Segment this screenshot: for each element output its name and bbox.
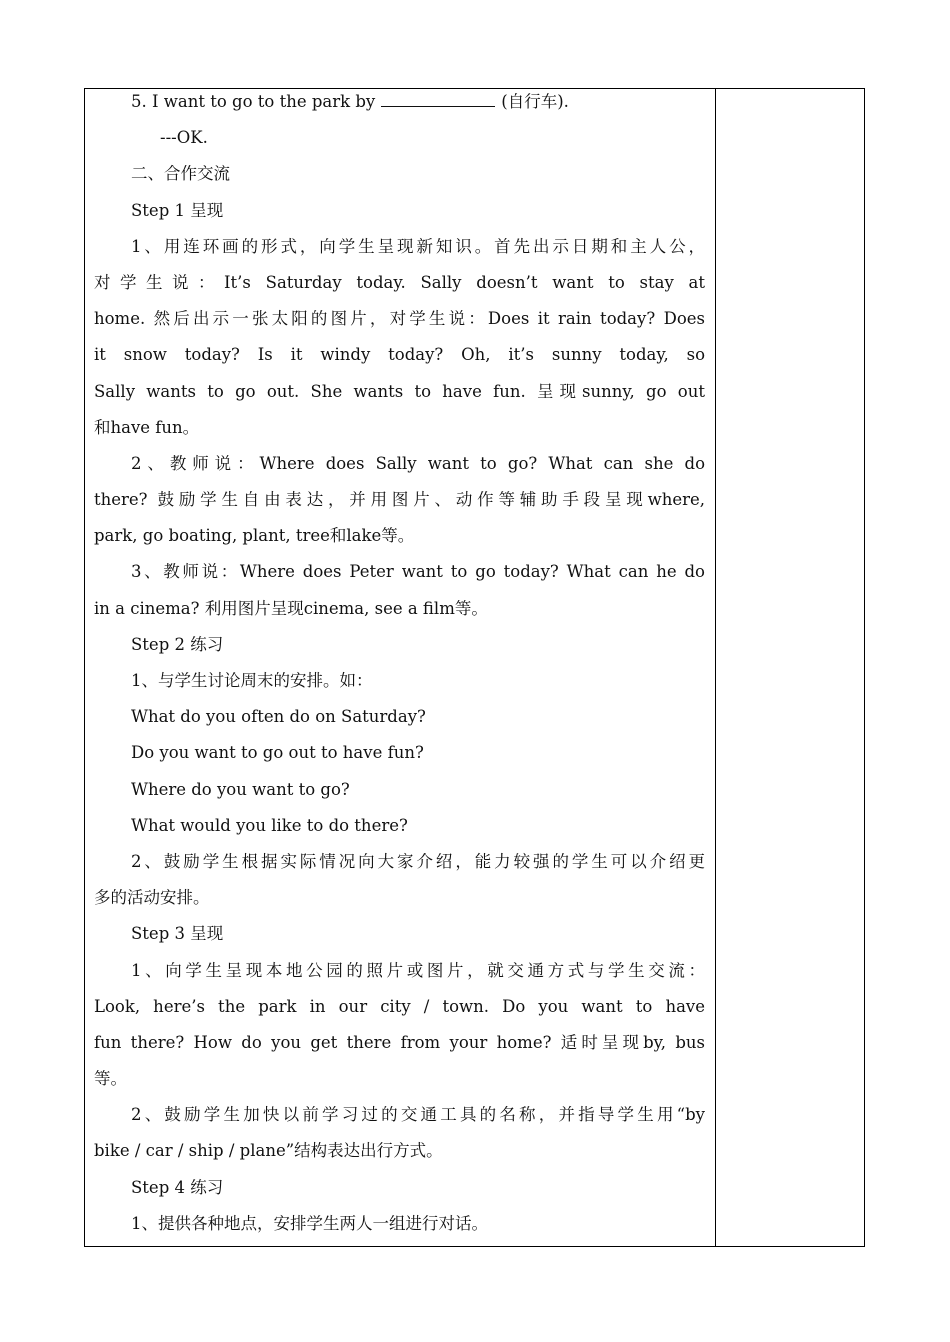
paragraph-line: 2、鼓励学生加快以前学习过的交通工具的名称，并指导学生用“by: [131, 1105, 705, 1125]
paragraph-line: park, go boating, plant, tree和lake等。: [94, 526, 415, 546]
question-line: Where do you want to go?: [131, 779, 350, 799]
step-4-heading: Step 4 练习: [131, 1177, 224, 1197]
question-line: Do you want to go out to have fun?: [131, 743, 424, 763]
question-line: What do you often do on Saturday?: [131, 707, 426, 727]
lesson-content-cell: [94, 84, 705, 1242]
paragraph-line: 等。: [94, 1069, 127, 1089]
paragraph-line: 对学生说：It’s Saturday today. Sally doesn’t want to stay at: [94, 272, 705, 292]
response-line: ---OK.: [160, 128, 208, 148]
exercise-hint: (自行车).: [501, 92, 569, 111]
paragraph-line: there? 鼓励学生自由表达，并用图片、动作等辅助手段呈现where,: [94, 490, 705, 510]
exercise-line-5: [94, 84, 705, 120]
paragraph-line: home. 然后出示一张太阳的图片，对学生说：Does it rain today? Does: [94, 309, 705, 329]
step-3-heading: Step 3 呈现: [131, 924, 224, 944]
paragraph-line: 1、用连环画的形式，向学生呈现新知识。首先出示日期和主人公，: [131, 236, 705, 256]
paragraph-line: fun there? How do you get there from your home? 适时呈现by, bus: [94, 1032, 705, 1052]
paragraph-line: Sally wants to go out. She wants to have fun. 呈现sunny, go out: [94, 381, 705, 401]
paragraph-line: 和have fun。: [94, 417, 200, 437]
answer-blank: [381, 94, 495, 107]
paragraph-line: 3、教师说：Where does Peter want to go today? What can he do: [131, 562, 705, 582]
paragraph-line: 1、向学生呈现本地公园的照片或图片，就交通方式与学生交流：: [131, 960, 705, 980]
paragraph-line: 2、教师说：Where does Sally want to go? What can she do: [131, 453, 705, 473]
paragraph-line: 1、与学生讨论周末的安排。如：: [131, 671, 373, 690]
paragraph-line: Look, here’s the park in our city / town. Do you want to have: [94, 996, 705, 1016]
section-heading: 二、合作交流: [131, 164, 230, 184]
paragraph-line: bike / car / ship / plane”结构表达出行方式。: [94, 1141, 443, 1161]
step-2-heading: Step 2 练习: [131, 634, 224, 654]
paragraph-line: 多的活动安排。: [94, 888, 210, 908]
exercise-text: 5. I want to go to the park by: [131, 92, 376, 111]
question-line: What would you like to do there?: [131, 815, 408, 835]
table-column-divider: [715, 88, 716, 1247]
paragraph-line: it snow today? Is it windy today? Oh, it’s sunny today, so: [94, 345, 705, 365]
paragraph-line: 1、提供各种地点，安排学生两人一组进行对话。: [131, 1213, 488, 1233]
paragraph-line: 2、鼓励学生根据实际情况向大家介绍，能力较强的学生可以介绍更: [131, 851, 705, 871]
paragraph-line: in a cinema? 利用图片呈现cinema, see a film等。: [94, 598, 488, 618]
step-1-heading: Step 1 呈现: [131, 200, 224, 220]
